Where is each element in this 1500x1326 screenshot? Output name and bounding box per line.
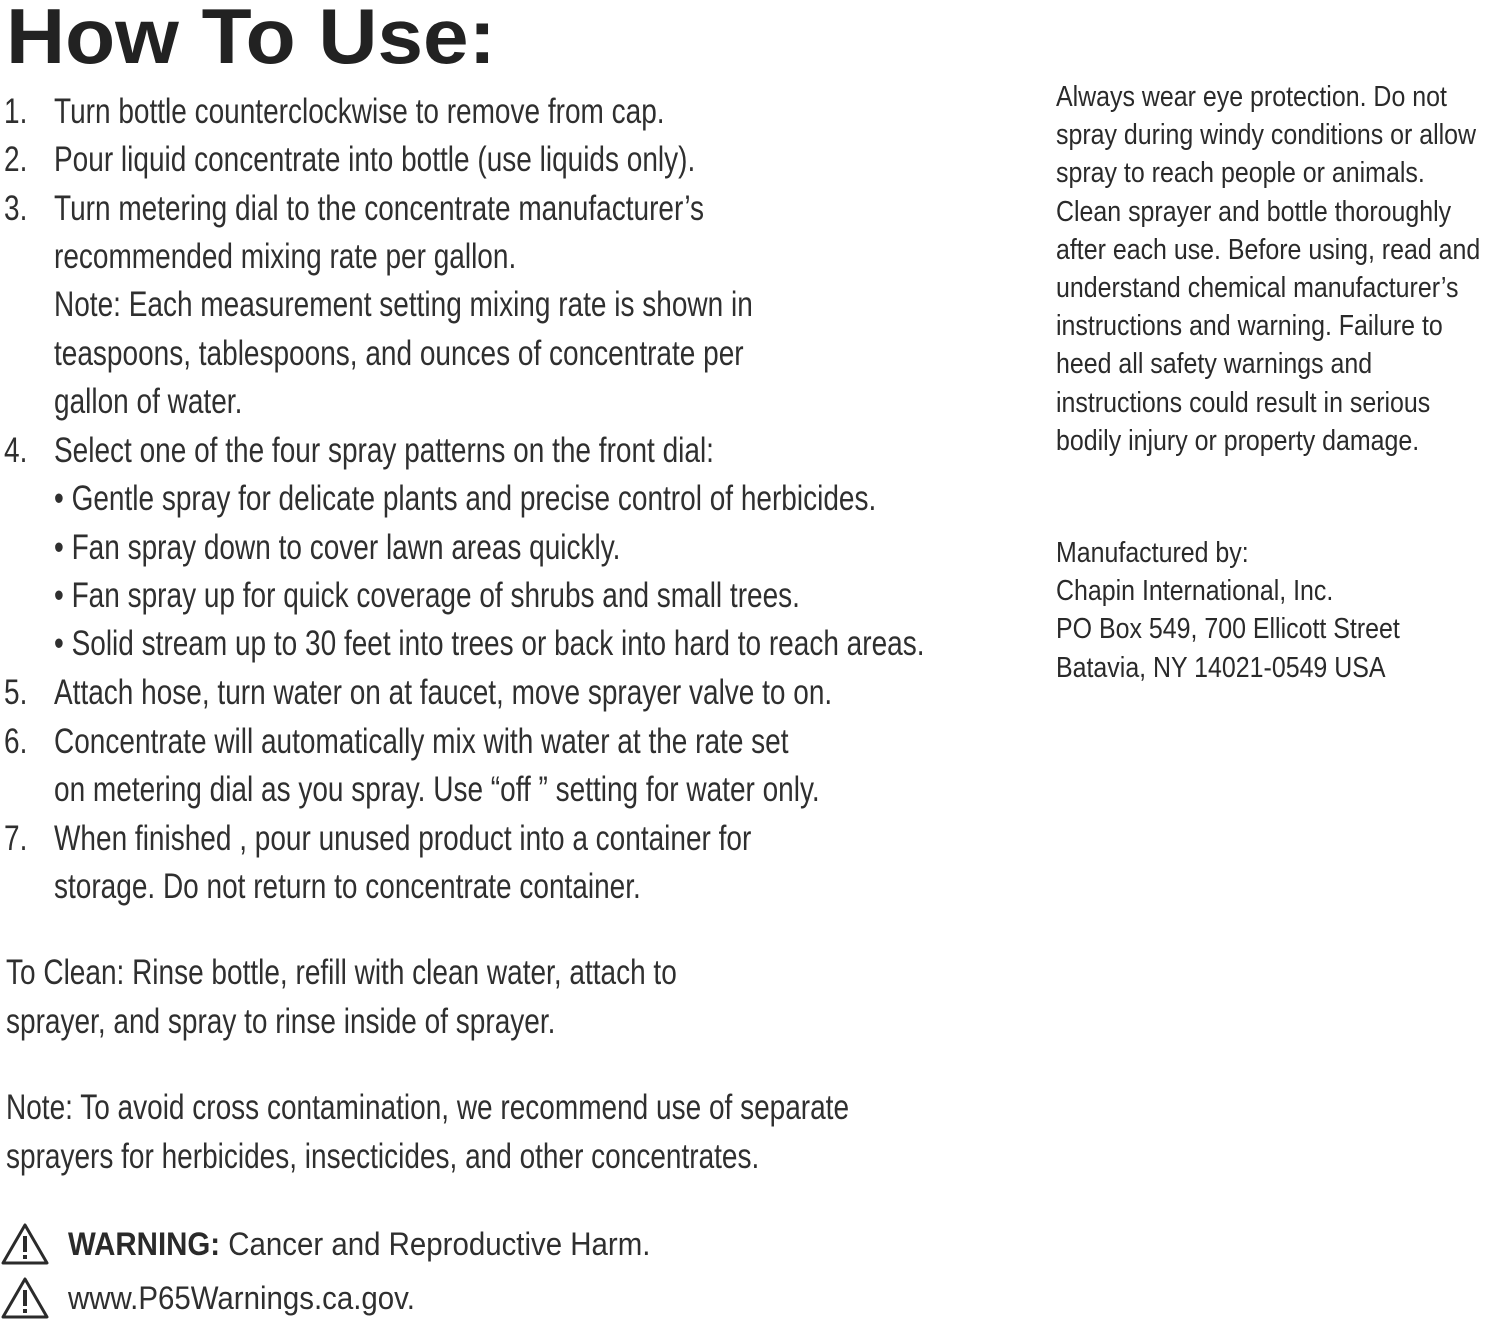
step-number: 1. [4,92,28,131]
step-3-text-line: recommended mixing rate per gallon. [54,237,517,276]
bullet-item: • Fan spray down to cover lawn areas quickly. [54,528,621,567]
clean-instructions-line: To Clean: Rinse bottle, refill with clean water, attach to [6,953,677,992]
warning-message: Cancer and Reproductive Harm. [220,1226,651,1262]
step-1 [4,88,27,136]
contamination-note-line: Note: To avoid cross contamination, we recommend use of separate [6,1088,850,1127]
step-4: 4. [4,431,28,470]
manufacturer-line: PO Box 549, 700 Ellicott Street [1056,613,1400,646]
step-6-text-line: Concentrate will automatically mix with water at the rate set [54,722,789,761]
warning-triangle-icon [0,1222,50,1266]
step-3-note-line: teaspoons, tablespoons, and ounces of concentrate per [54,334,744,373]
bullet-item: • Gentle spray for delicate plants and precise control of herbicides. [54,479,877,518]
manufacturer-line: Manufactured by: [1056,537,1249,569]
safety-line: instructions could result in serious [1056,386,1431,419]
step-6: 6. [4,722,28,761]
page-title: How To Use: [6,0,496,80]
manufacturer-line: Chapin International, Inc. [1056,575,1334,608]
step-3: 3. [4,189,28,228]
step-6-text-line: on metering dial as you spray. Use “off ” setting for water only. [54,770,820,809]
bullet-item: • Solid stream up to 30 feet into trees or back into hard to reach areas. [54,624,925,663]
safety-line: heed all safety warnings and [1056,348,1373,381]
safety-line: instructions and warning. Failure to [1056,310,1443,343]
step-3-note-line: gallon of water. [54,382,243,421]
bullet-item: • Fan spray up for quick coverage of shrubs and small trees. [54,576,800,615]
manufacturer-line: Batavia, NY 14021-0549 USA [1056,651,1386,684]
safety-line: after each use. Before using, read and [1056,233,1481,266]
step-7: 7. [4,819,28,858]
warning-url[interactable]: www.P65Warnings.ca.gov. [68,1280,415,1316]
clean-instructions-line: sprayer, and spray to rinse inside of sprayer. [6,1002,556,1041]
safety-line: spray to reach people or animals. [1056,157,1425,190]
safety-line: Always wear eye protection. Do not [1056,81,1447,113]
safety-line: spray during windy conditions or allow [1056,119,1477,152]
safety-line: understand chemical manufacturer’s [1056,272,1459,305]
step-4-text: Select one of the four spray patterns on the front dial: [54,431,714,470]
manufacturer-block [1056,534,1400,687]
step-7-text-line: storage. Do not return to concentrate container. [54,867,641,906]
step-3-note-line: Note: Each measurement setting mixing rate is shown in [54,285,753,324]
step-1-text: Turn bottle counterclockwise to remove from cap. [54,92,665,131]
step-2: 2. [4,140,28,179]
contamination-note-line: sprayers for herbicides, insecticides, and other concentrates. [6,1137,760,1176]
step-7-text-line: When finished , pour unused product into a container for [54,819,752,858]
step-3-text-line: Turn metering dial to the concentrate manufacturer’s [54,189,705,228]
step-5: 5. [4,673,28,712]
safety-paragraph [1056,78,1480,460]
warning-text [68,1222,650,1266]
safety-line: bodily injury or property damage. [1056,424,1420,457]
step-5-text: Attach hose, turn water on at faucet, move sprayer valve to on. [54,673,833,712]
warning-label: WARNING: [68,1226,221,1262]
warning-triangle-icon [0,1276,50,1320]
step-2-text: Pour liquid concentrate into bottle (use liquids only). [54,140,696,179]
safety-line: Clean sprayer and bottle thoroughly [1056,195,1452,228]
